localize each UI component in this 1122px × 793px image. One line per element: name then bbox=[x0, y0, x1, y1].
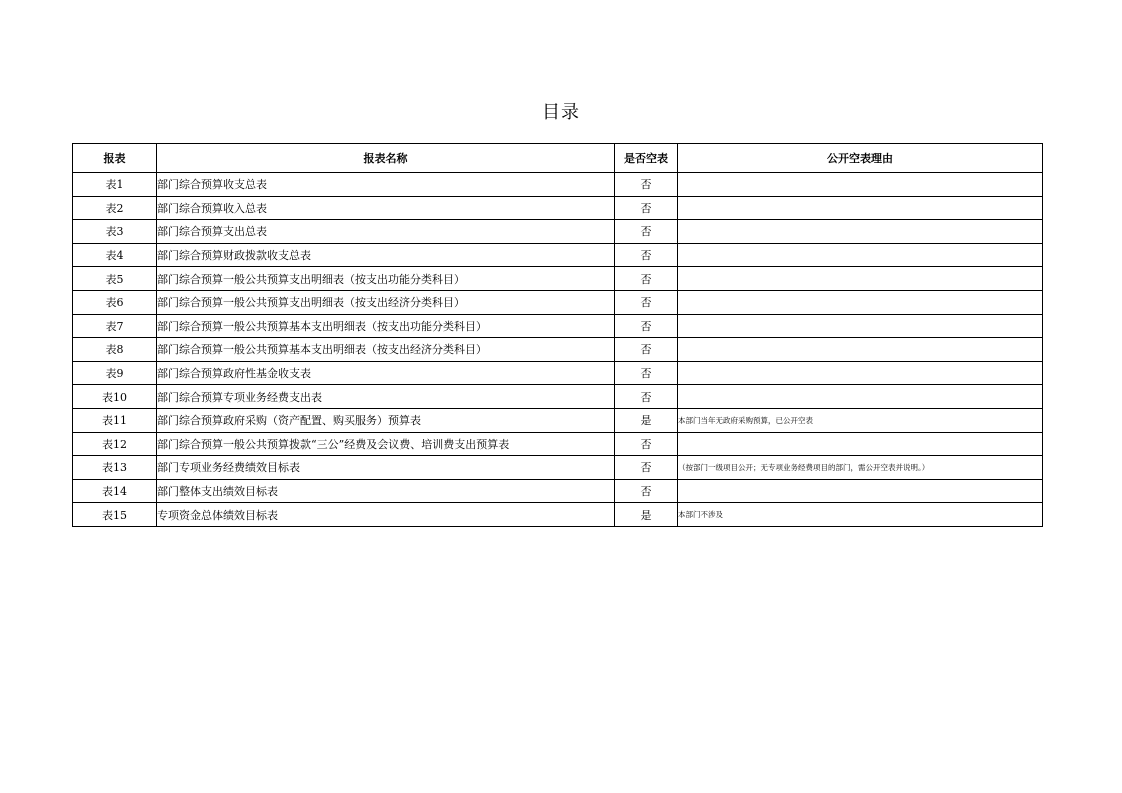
report-name-cell: 部门综合预算一般公共预算拨款“三公”经费及会议费、培训费支出预算表 bbox=[157, 432, 615, 456]
column-header-empty-reason: 公开空表理由 bbox=[678, 144, 1043, 173]
table-row bbox=[73, 173, 1043, 197]
is-empty-cell: 否 bbox=[615, 456, 678, 480]
empty-reason-cell: 本部门当年无政府采购预算，已公开空表 bbox=[678, 408, 1043, 432]
table-body bbox=[73, 173, 1043, 527]
empty-reason-cell bbox=[678, 243, 1043, 267]
is-empty-cell: 是 bbox=[615, 408, 678, 432]
report-name-cell: 部门综合预算专项业务经费支出表 bbox=[157, 385, 615, 409]
is-empty-cell: 是 bbox=[615, 503, 678, 527]
is-empty-cell: 否 bbox=[615, 196, 678, 220]
empty-reason-cell bbox=[678, 267, 1043, 291]
table-row bbox=[73, 479, 1043, 503]
column-header-report-name: 报表名称 bbox=[157, 144, 615, 173]
table-row bbox=[73, 385, 1043, 409]
table-row bbox=[73, 338, 1043, 362]
page-title: 目录 bbox=[542, 102, 580, 123]
report-name-cell: 部门综合预算财政拨款收支总表 bbox=[157, 243, 615, 267]
empty-reason-cell bbox=[678, 432, 1043, 456]
report-number-cell: 表13 bbox=[73, 456, 157, 480]
column-header-report-no: 报表 bbox=[73, 144, 157, 173]
empty-reason-cell bbox=[678, 220, 1043, 244]
empty-reason-cell bbox=[678, 196, 1043, 220]
empty-reason-cell bbox=[678, 361, 1043, 385]
empty-reason-cell bbox=[678, 290, 1043, 314]
report-name-cell: 部门整体支出绩效目标表 bbox=[157, 479, 615, 503]
report-name-cell: 部门综合预算收入总表 bbox=[157, 196, 615, 220]
report-name-cell: 部门综合预算一般公共预算基本支出明细表（按支出功能分类科目） bbox=[157, 314, 615, 338]
report-name-cell: 部门综合预算支出总表 bbox=[157, 220, 615, 244]
empty-reason-cell: （按部门一级项目公开；无专项业务经费项目的部门，需公开空表并说明。） bbox=[678, 456, 1043, 480]
report-name-cell: 部门综合预算一般公共预算支出明细表（按支出经济分类科目） bbox=[157, 290, 615, 314]
report-name-cell: 部门综合预算收支总表 bbox=[157, 173, 615, 197]
table-row bbox=[73, 314, 1043, 338]
is-empty-cell: 否 bbox=[615, 243, 678, 267]
table-row bbox=[73, 290, 1043, 314]
empty-reason-cell bbox=[678, 479, 1043, 503]
column-header-is-empty: 是否空表 bbox=[615, 144, 678, 173]
is-empty-cell: 否 bbox=[615, 338, 678, 362]
is-empty-cell: 否 bbox=[615, 432, 678, 456]
table-row bbox=[73, 220, 1043, 244]
directory-table bbox=[72, 143, 1043, 527]
report-number-cell: 表15 bbox=[73, 503, 157, 527]
report-name-cell: 部门综合预算一般公共预算基本支出明细表（按支出经济分类科目） bbox=[157, 338, 615, 362]
report-number-cell: 表7 bbox=[73, 314, 157, 338]
is-empty-cell: 否 bbox=[615, 314, 678, 338]
empty-reason-cell bbox=[678, 314, 1043, 338]
table-row bbox=[73, 196, 1043, 220]
report-name-cell: 专项资金总体绩效目标表 bbox=[157, 503, 615, 527]
table-row bbox=[73, 456, 1043, 480]
is-empty-cell: 否 bbox=[615, 267, 678, 291]
report-number-cell: 表9 bbox=[73, 361, 157, 385]
report-number-cell: 表10 bbox=[73, 385, 157, 409]
report-number-cell: 表11 bbox=[73, 408, 157, 432]
empty-reason-cell: 本部门不涉及 bbox=[678, 503, 1043, 527]
report-number-cell: 表2 bbox=[73, 196, 157, 220]
table-row bbox=[73, 243, 1043, 267]
empty-reason-cell bbox=[678, 338, 1043, 362]
is-empty-cell: 否 bbox=[615, 290, 678, 314]
report-name-cell: 部门综合预算一般公共预算支出明细表（按支出功能分类科目） bbox=[157, 267, 615, 291]
is-empty-cell: 否 bbox=[615, 220, 678, 244]
empty-reason-cell bbox=[678, 173, 1043, 197]
is-empty-cell: 否 bbox=[615, 361, 678, 385]
table-row bbox=[73, 361, 1043, 385]
report-number-cell: 表4 bbox=[73, 243, 157, 267]
report-number-cell: 表8 bbox=[73, 338, 157, 362]
table-row bbox=[73, 267, 1043, 291]
table-header-row bbox=[73, 144, 1043, 173]
table-row bbox=[73, 432, 1043, 456]
is-empty-cell: 否 bbox=[615, 173, 678, 197]
report-number-cell: 表5 bbox=[73, 267, 157, 291]
is-empty-cell: 否 bbox=[615, 479, 678, 503]
is-empty-cell: 否 bbox=[615, 385, 678, 409]
empty-reason-cell bbox=[678, 385, 1043, 409]
report-number-cell: 表12 bbox=[73, 432, 157, 456]
report-number-cell: 表14 bbox=[73, 479, 157, 503]
report-name-cell: 部门综合预算政府采购（资产配置、购买服务）预算表 bbox=[157, 408, 615, 432]
table-row bbox=[73, 503, 1043, 527]
report-name-cell: 部门综合预算政府性基金收支表 bbox=[157, 361, 615, 385]
report-number-cell: 表3 bbox=[73, 220, 157, 244]
report-number-cell: 表1 bbox=[73, 173, 157, 197]
report-number-cell: 表6 bbox=[73, 290, 157, 314]
table-row bbox=[73, 408, 1043, 432]
report-name-cell: 部门专项业务经费绩效目标表 bbox=[157, 456, 615, 480]
